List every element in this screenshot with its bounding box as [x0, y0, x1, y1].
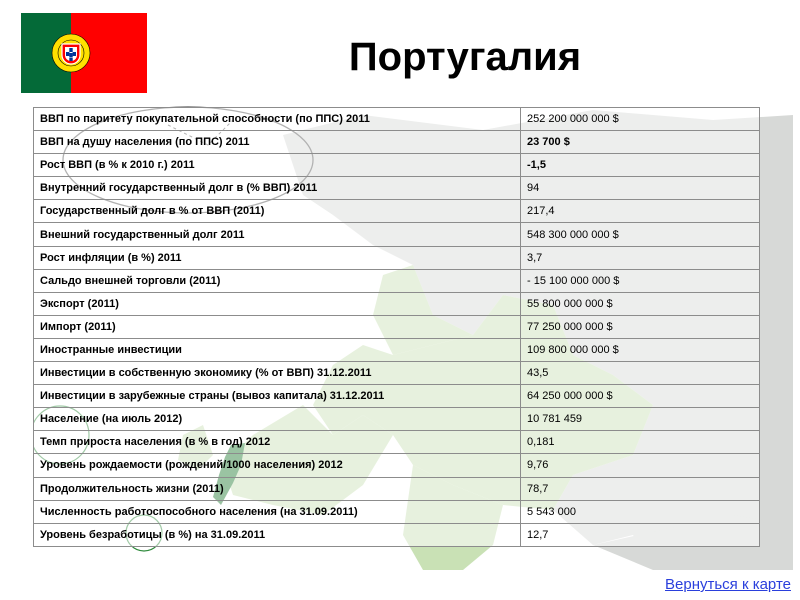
stat-value: 43,5: [521, 362, 760, 385]
stat-label: Уровень рождаемости (рождений/1000 населения) 2012: [34, 454, 521, 477]
portugal-flag-icon: [21, 13, 147, 93]
stat-label: Экспорт (2011): [34, 292, 521, 315]
table-row: [34, 454, 760, 477]
stat-value: 64 250 000 000 $: [521, 385, 760, 408]
stat-label: Инвестиции в собственную экономику (% от ВВП) 31.12.2011: [34, 362, 521, 385]
stat-label: Темп прироста населения (в % в год) 2012: [34, 431, 521, 454]
table-row: [34, 223, 760, 246]
stat-value: 548 300 000 000 $: [521, 223, 760, 246]
table-row: [34, 523, 760, 546]
table-row: [34, 431, 760, 454]
stat-value: 94: [521, 177, 760, 200]
stat-label: Внешний государственный долг 2011: [34, 223, 521, 246]
stat-label: Продолжительность жизни (2011): [34, 477, 521, 500]
stat-value: 3,7: [521, 246, 760, 269]
stat-value: 109 800 000 000 $: [521, 338, 760, 361]
stat-label: Население (на июль 2012): [34, 408, 521, 431]
stat-label: Инвестиции в зарубежные страны (вывоз капитала) 31.12.2011: [34, 385, 521, 408]
stat-value: 12,7: [521, 523, 760, 546]
stat-label: Сальдо внешней торговли (2011): [34, 269, 521, 292]
stat-value: 0,181: [521, 431, 760, 454]
table-row: [34, 385, 760, 408]
stat-label: Импорт (2011): [34, 315, 521, 338]
page-title: Португалия: [348, 35, 582, 79]
table-row: [34, 177, 760, 200]
flag-emblem-icon: [50, 32, 92, 74]
table-row: [34, 408, 760, 431]
table-row: [34, 246, 760, 269]
stat-value: 78,7: [521, 477, 760, 500]
statistics-table: [33, 107, 760, 547]
table-row: [34, 131, 760, 154]
table-row: [34, 154, 760, 177]
back-to-map-link[interactable]: Вернуться к карте: [665, 576, 791, 593]
table-row: [34, 315, 760, 338]
stat-value: 10 781 459: [521, 408, 760, 431]
stat-value: 252 200 000 000 $: [521, 108, 760, 131]
table-row: [34, 500, 760, 523]
stat-label: Рост инфляции (в %) 2011: [34, 246, 521, 269]
stat-value: 55 800 000 000 $: [521, 292, 760, 315]
table-row: [34, 108, 760, 131]
stat-value: 5 543 000: [521, 500, 760, 523]
stat-label: Уровень безработицы (в %) на 31.09.2011: [34, 523, 521, 546]
stat-label: Внутренний государственный долг в (% ВВП) 2011: [34, 177, 521, 200]
stat-label: ВВП по паритету покупательной способности (по ППС) 2011: [34, 108, 521, 131]
table-row: [34, 292, 760, 315]
stat-value: - 15 100 000 000 $: [521, 269, 760, 292]
stat-value: 23 700 $: [521, 131, 760, 154]
table-row: [34, 338, 760, 361]
table-row: [34, 200, 760, 223]
stat-value: 217,4: [521, 200, 760, 223]
table-row: [34, 362, 760, 385]
stat-label: Численность работоспособного населения (на 31.09.2011): [34, 500, 521, 523]
stat-label: Государственный долг в % от ВВП (2011): [34, 200, 521, 223]
stat-value: 77 250 000 000 $: [521, 315, 760, 338]
stat-label: Иностранные инвестиции: [34, 338, 521, 361]
stat-value: 9,76: [521, 454, 760, 477]
stat-label: Рост ВВП (в % к 2010 г.) 2011: [34, 154, 521, 177]
stat-value: -1,5: [521, 154, 760, 177]
stat-label: ВВП на душу населения (по ППС) 2011: [34, 131, 521, 154]
table-row: [34, 269, 760, 292]
table-row: [34, 477, 760, 500]
